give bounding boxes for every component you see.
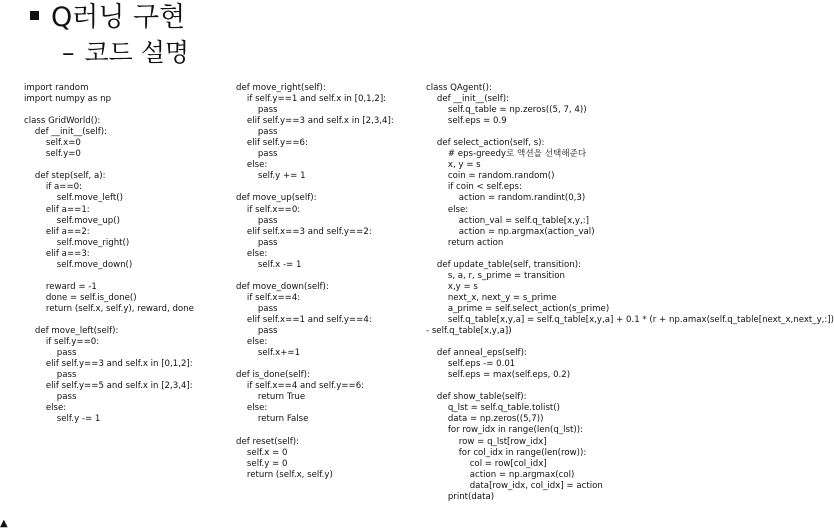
code-line: return False <box>236 414 309 425</box>
code-line: col = row[col_idx] <box>426 458 547 469</box>
code-line: for col_idx in range(len(row)): <box>426 447 587 458</box>
code-line: self.y = 0 <box>236 458 288 469</box>
code-line <box>24 105 194 116</box>
code-line: data[row_idx, col_idx] = action <box>426 480 603 491</box>
code-line: elif self.x==3 and self.y==2: <box>236 226 372 237</box>
code-line: action_val = self.q_table[x,y,:] <box>426 215 589 226</box>
code-line <box>236 425 394 436</box>
code-line: if self.x==0: <box>236 204 301 215</box>
code-line: x, y = s <box>426 160 481 171</box>
code-line <box>236 182 394 193</box>
code-line: class QAgent(): <box>426 83 492 93</box>
code-line: else: <box>24 403 67 414</box>
code-line: return action <box>426 237 504 248</box>
code-line: pass <box>236 149 278 160</box>
code-line: pass <box>236 303 278 314</box>
code-line <box>426 127 834 138</box>
code-line: def move_right(self): <box>236 83 326 93</box>
code-column-qagent <box>426 83 834 503</box>
code-line: import numpy as np <box>24 94 112 105</box>
code-line: pass <box>24 348 77 359</box>
code-line <box>236 359 394 370</box>
slide-title <box>30 0 185 36</box>
code-line: if self.x==4 and self.y==6: <box>236 381 365 392</box>
code-line: pass <box>24 392 77 403</box>
code-line: self.move_right() <box>24 237 130 248</box>
code-line: if self.y==1 and self.x in [0,1,2]: <box>236 94 387 105</box>
code-line <box>426 381 834 392</box>
slide-subtitle <box>62 36 189 70</box>
code-column-gridworld <box>24 83 194 425</box>
code-line: pass <box>236 105 278 116</box>
corner-mark: ▲ <box>0 518 8 529</box>
code-line: def move_down(self): <box>236 281 329 292</box>
code-line: q_lst = self.q_table.tolist() <box>426 403 560 414</box>
code-line: if a==0: <box>24 182 83 193</box>
code-line: def __init__(self): <box>426 94 509 105</box>
code-line: pass <box>236 237 278 248</box>
code-line: self.x -= 1 <box>236 259 302 270</box>
code-line: def select_action(self, s): <box>426 138 545 149</box>
code-column-moves <box>236 83 394 481</box>
code-line: coin = random.random() <box>426 171 555 182</box>
code-line: def reset(self): <box>236 436 300 447</box>
code-line: data = np.zeros((5,7)) <box>426 414 544 425</box>
code-line: elif self.y==5 and self.x in [2,3,4]: <box>24 381 193 392</box>
code-line: return (self.x, self.y), reward, done <box>24 303 194 314</box>
code-line: elif self.y==6: <box>236 138 308 149</box>
code-line: print(data) <box>426 491 495 502</box>
code-line: def anneal_eps(self): <box>426 348 527 359</box>
code-line: x,y = s <box>426 281 478 292</box>
code-line: elif a==3: <box>24 248 90 259</box>
code-line: self.q_table[x,y,a] = self.q_table[x,y,a] + 0.1 * (r + np.amax(self.q_table[next_x,next_y,:]) <box>426 314 834 325</box>
code-line <box>426 249 834 260</box>
code-line: done = self.is_done() <box>24 292 137 303</box>
code-line: else: <box>236 160 268 171</box>
code-line: if self.x==4: <box>236 292 301 303</box>
code-line: self.move_left() <box>24 193 123 204</box>
code-line: self.x=0 <box>24 138 81 149</box>
code-line: pass <box>236 215 278 226</box>
code-line: self.y -= 1 <box>24 414 101 425</box>
code-line: import random <box>24 83 89 93</box>
code-line: if coin < self.eps: <box>426 182 522 193</box>
code-line <box>24 160 194 171</box>
code-line: for row_idx in range(len(q_lst)): <box>426 425 583 436</box>
code-line: self.q_table = np.zeros((5, 7, 4)) <box>426 105 587 116</box>
code-line: pass <box>236 127 278 138</box>
code-line: reward = -1 <box>24 281 97 292</box>
code-line: self.y=0 <box>24 149 81 160</box>
code-line: return True <box>236 392 306 403</box>
code-line: action = random.randint(0,3) <box>426 193 586 204</box>
code-line: def move_up(self): <box>236 193 317 204</box>
square-bullet-icon <box>30 11 39 20</box>
code-line: self.eps = 0.9 <box>426 116 507 127</box>
code-line: elif self.x==1 and self.y==4: <box>236 314 372 325</box>
code-line: next_x, next_y = s_prime <box>426 292 557 303</box>
code-line: def update_table(self, transition): <box>426 259 581 270</box>
code-line: self.move_up() <box>24 215 120 226</box>
code-line: self.x+=1 <box>236 348 301 359</box>
slide-title-text: Q러닝 구현 <box>51 2 186 33</box>
code-line: elif a==2: <box>24 226 90 237</box>
code-line: elif a==1: <box>24 204 90 215</box>
code-line: else: <box>426 204 469 215</box>
code-line: self.eps = max(self.eps, 0.2) <box>426 370 571 381</box>
code-line: self.eps -= 0.01 <box>426 359 516 370</box>
dash-bullet: – <box>62 38 75 67</box>
code-line: self.move_down() <box>24 259 133 270</box>
code-line: def is_done(self): <box>236 370 310 381</box>
code-line: pass <box>236 326 278 337</box>
code-line: action = np.argmax(action_val) <box>426 226 595 237</box>
code-line: else: <box>236 403 268 414</box>
slide-subtitle-text: 코드 설명 <box>84 38 190 67</box>
code-line: def show_table(self): <box>426 392 527 403</box>
code-line: else: <box>236 337 268 348</box>
code-line: # eps-greedy로 액션을 선택해준다 <box>426 149 587 160</box>
code-line: def move_left(self): <box>24 326 119 337</box>
code-line <box>24 315 194 326</box>
code-line: self.y += 1 <box>236 171 306 182</box>
code-line: a_prime = self.select_action(s_prime) <box>426 303 610 314</box>
code-line: def step(self, a): <box>24 171 106 182</box>
code-line: pass <box>24 370 77 381</box>
code-line: s, a, r, s_prime = transition <box>426 270 565 281</box>
code-line: - self.q_table[x,y,a]) <box>426 326 512 337</box>
code-line: row = q_lst[row_idx] <box>426 436 547 447</box>
code-line: elif self.y==3 and self.x in [2,3,4]: <box>236 116 394 127</box>
code-line <box>236 271 394 282</box>
code-line: action = np.argmax(col) <box>426 469 575 480</box>
code-line: return (self.x, self.y) <box>236 469 333 480</box>
code-line <box>426 337 834 348</box>
code-line: elif self.y==3 and self.x in [0,1,2]: <box>24 359 193 370</box>
code-line <box>24 271 194 282</box>
code-line: if self.y==0: <box>24 337 100 348</box>
code-line: def __init__(self): <box>24 127 107 138</box>
code-line: self.x = 0 <box>236 447 288 458</box>
code-line: class GridWorld(): <box>24 116 101 127</box>
code-line: else: <box>236 248 268 259</box>
